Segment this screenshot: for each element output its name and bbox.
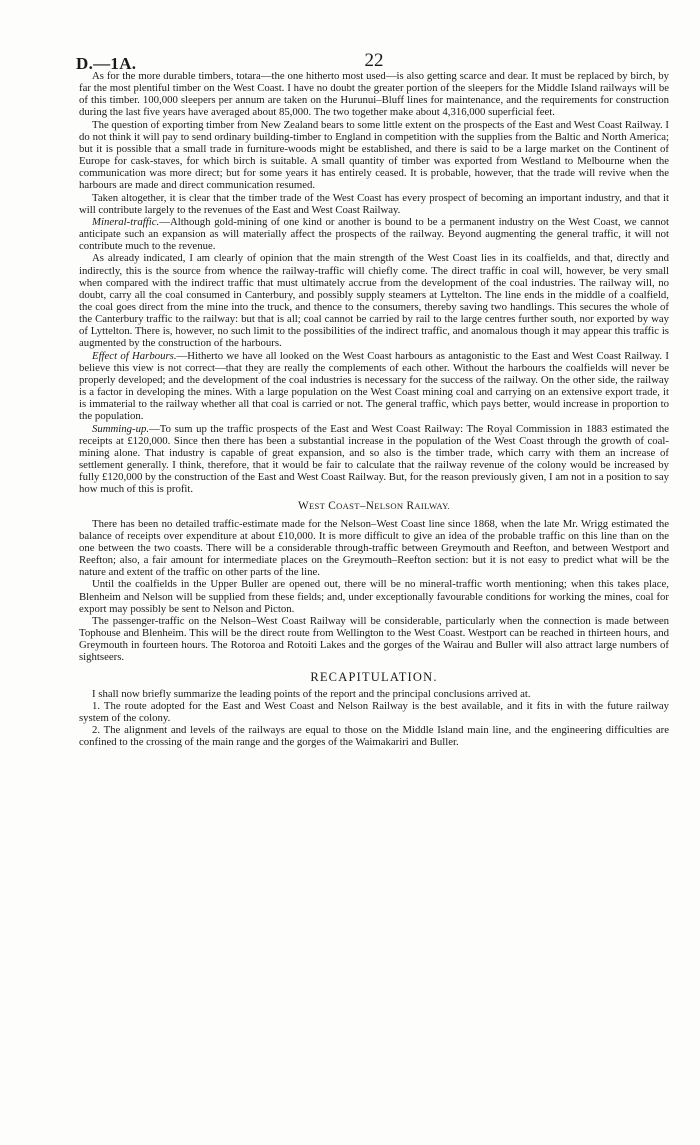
paragraph-traffic-estimate: There has been no detailed traffic-estimate made for the Nelson–West Coast line since 1868, when the late Mr. Wrigg estimated the balance of receipts over expenditure at about £10,000. It is more difficult to give an idea of the probable traffic on this line than on the one between the two coasts. There will be a considerable through-traffic between Greymouth and Reefton, and between Westport and Reefton; also, a fair amount for intermediate places on the Greymouth–Reefton section: but it is not easy to predict what will be the nature and extent of the traffic on other parts of the line.	[79, 517, 669, 579]
paragraph-recap-point-2: 2. The alignment and levels of the railways are equal to those on the Middle Island main line, and the engineering difficulties are confined to the crossing of the main range and the gorges of the Waimakariri and Buller.	[79, 724, 669, 749]
paragraph-passenger-traffic: The passenger-traffic on the Nelson–West Coast Railway will be considerable, particularly when the connection is made between Tophouse and Blenheim. This will be the direct route from Wellington to the West Coast. Westport can be reached in thirteen hours, and Greymouth in fourteen hours. The Rotoroa and Rotoiti Lakes and the gorges of the Wairau and Buller will also attract large numbers of sightseers.	[79, 614, 669, 664]
paragraph-upper-buller: Until the coalfields in the Upper Buller are opened out, there will be no mineral-traffic worth mentioning; when this takes place, Blenheim and Nelson will be supplied from these fields; and, under exceptionally favourable conditions for working the mines, coal for export may possibly be sent to Nelson and Picton.	[79, 578, 669, 615]
paragraph-mineral-traffic	[79, 216, 669, 252]
section-heading-recapitulation: RECAPITULATION.	[310, 669, 438, 684]
paragraph-effect-of-harbours	[79, 350, 669, 423]
paragraph-timber-trade: Taken altogether, it is clear that the timber trade of the West Coast has every prospect of becoming an important industry, and that it will contribute largely to the revenues of the East and West Coast Railway.	[79, 191, 669, 216]
paragraph-text: —Although gold-mining of one kind or another is bound to be a permanent industry on the West Coast, we cannot anticipate such an expansion as will materially affect the prospects of the railway. Beyond augmenting the general traffic, it will not contribute much to the revenue.	[79, 215, 669, 253]
side-heading-summing-up: Summing-up.	[92, 422, 150, 435]
side-heading-effect-of-harbours: Effect of Harbours.	[92, 349, 177, 362]
paragraph-recap-intro: I shall now briefly summarize the leading points of the report and the principal conclusions arrived at.	[92, 687, 531, 700]
section-heading-west-coast-nelson: WEST COAST–NELSON RAILWAY.	[298, 500, 450, 513]
paragraph-exporting-timber: The question of exporting timber from New Zealand bears to some little extent on the prospects of the East and West Coast Railway. I do not think it will pay to send ordinary building-timber to England in competition with the supplies from the Baltic and North America; but it is possible that a small trade in furniture-woods might be established, and there is said to be a large market on the Continent of Europe for cask-staves, for which birch is suitable. A small quantity of timber was exported from Westland to Melbourne when the communication was more direct; but for some years it has entirely ceased. It is probable, however, that the trade will revive when the harbours are made and direct communication resumed.	[79, 118, 669, 192]
paragraph-text: —Hitherto we have all looked on the West Coast harbours as antagonistic to the East and West Coast Railway. I believe this view is not correct—that they are really the complements of each other. Without the harbours the coalfields will never be properly developed; and the development of the coal industries is necessary for the success of the railway. On the other side, the railway is a factor in developing the mines. With a large population on the West Coast mining coal and carrying on an extensive export trade, it is immaterial to the railway whether all that coal is carried or not. The general traffic, which pays better, would increase in proportion to the population.	[79, 349, 670, 423]
paragraph-coalfields: As already indicated, I am clearly of opinion that the main strength of the West Coast lies in its coalfields, and that, directly and indirectly, this is the source from whence the railway-traffic will chiefly come. The direct traffic in coal will, however, be very small when compared with the indirect traffic that must ultimately accrue from the development of the coal industries. The railway will, no doubt, carry all the coal consumed in Canterbury, and possibly supply steamers at Lyttelton. The line ends in the middle of a coalfield, the coal goes direct from the mine into the truck, and thence to the consumers, thereby saving two handlings. This secures the whole of the Canterbury traffic to the railway: but that is all; coal cannot be carried by rail to the large centres further south, nor exported by way of Lyttelton. There is, however, no such limit to the possibilities of the indirect traffic, and anomalous though it may appear this traffic is augmented by the construction of the harbours.	[79, 252, 669, 350]
paragraph-durable-timbers: As for the more durable timbers, totara—the one hitherto most used—is also getting scarce and dear. It must be replaced by birch, by far the most plentiful timber on the West Coast. I have no doubt the greater portion of the sleepers for the Middle Island railways will be of this timber. 100,000 sleepers per annum are taken on the Hurunui–Bluff lines for maintenance, and the requirements for construction during the last five years have averaged about 85,000. The two together make about 4,316,000 superficial feet.	[79, 70, 669, 119]
document-reference: D.—1A.	[76, 54, 137, 73]
page-header	[76, 0, 669, 73]
document-body	[79, 70, 669, 748]
side-heading-mineral-traffic: Mineral-traffic.	[92, 215, 160, 228]
paragraph-text: —To sum up the traffic prospects of the East and West Coast Railway: The Royal Commission in 1883 estimated the receipts at £120,000. Since then there has been a substantial increase in the population of the West Coast through the growth of coal-mining alone. That industry is capable of great expansion, and so also is the timber trade, which carry with them an increase of settlement generally. I think, therefore, that it would be fair to calculate that the railway revenue of the colony would be increased by fully £120,000 by the construction of the East and West Coast Railway. But, for the reason previously given, I am not in a position to say how much of this is profit.	[79, 422, 669, 496]
paragraph-summing-up	[79, 423, 669, 496]
paragraph-recap-point-1: 1. The route adopted for the East and West Coast and Nelson Railway is the best available, and it fits in with the future railway system of the colony.	[79, 699, 669, 724]
page-number: 22	[364, 50, 384, 71]
